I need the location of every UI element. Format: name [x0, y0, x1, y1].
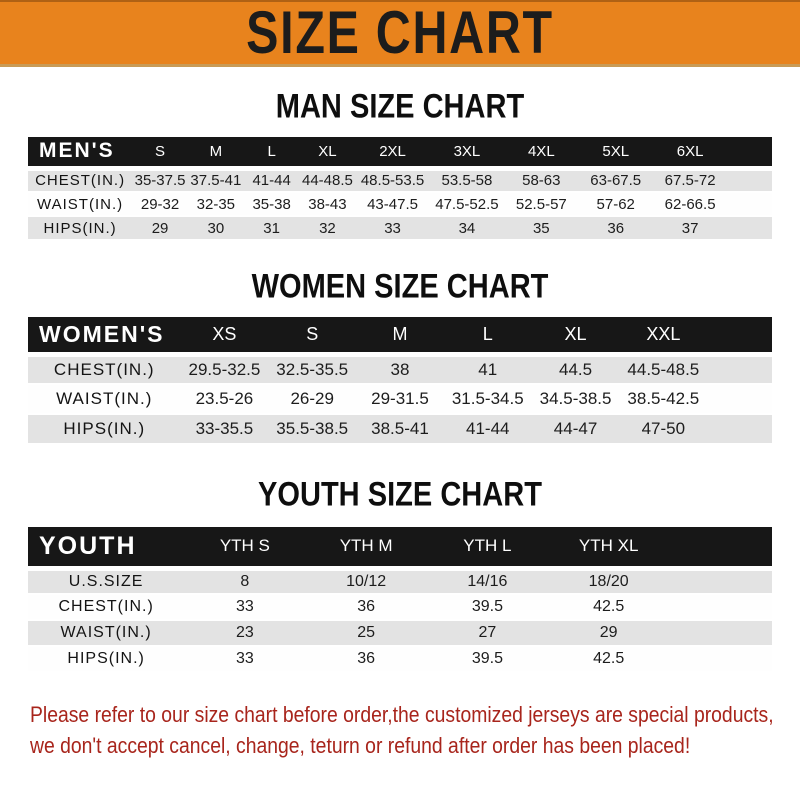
youth-table-title: YOUTH — [28, 527, 184, 568]
size-value: 31.5-34.5 — [444, 384, 532, 414]
size-value: 29 — [548, 620, 669, 646]
men-section — [0, 87, 800, 241]
size-value: 30 — [188, 216, 244, 240]
size-value: 10/12 — [306, 568, 427, 594]
spacer-cell — [727, 168, 772, 192]
men-column-header: 3XL — [430, 137, 504, 168]
size-value: 14/16 — [427, 568, 548, 594]
men-table-title: MEN'S — [28, 137, 132, 168]
size-value: 29.5-32.5 — [181, 354, 269, 384]
size-value: 33 — [355, 216, 429, 240]
women-heading: WOMEN SIZE CHART — [251, 266, 549, 305]
size-value: 39.5 — [427, 646, 548, 672]
size-value: 42.5 — [548, 646, 669, 672]
women-size-table — [28, 317, 772, 445]
row-label: HIPS(IN.) — [28, 216, 132, 240]
spacer-cell — [707, 414, 772, 444]
spacer-cell — [707, 354, 772, 384]
size-value: 32-35 — [188, 192, 244, 216]
size-value: 35 — [504, 216, 578, 240]
size-value: 18/20 — [548, 568, 669, 594]
footer-line-1: Please refer to our size chart before order,the customized jerseys are special products, — [30, 702, 774, 727]
size-value: 35-37.5 — [132, 168, 188, 192]
size-value: 47.5-52.5 — [430, 192, 504, 216]
size-value: 33 — [184, 594, 305, 620]
youth-heading: YOUTH SIZE CHART — [258, 474, 542, 513]
youth-section — [0, 475, 800, 673]
size-value: 36 — [579, 216, 653, 240]
size-value: 48.5-53.5 — [355, 168, 429, 192]
size-value: 34 — [430, 216, 504, 240]
size-value: 29-31.5 — [356, 384, 444, 414]
row-label: CHEST(IN.) — [28, 594, 184, 620]
men-header-row — [28, 137, 772, 168]
footer-line-2: we don't accept cancel, change, teturn or refund after order has been placed! — [30, 733, 691, 758]
size-value: 33 — [184, 646, 305, 672]
size-value: 27 — [427, 620, 548, 646]
men-column-header: 6XL — [653, 137, 727, 168]
men-size-table — [28, 137, 772, 241]
size-value: 53.5-58 — [430, 168, 504, 192]
spacer-cell — [669, 568, 772, 594]
spacer-cell — [727, 216, 772, 240]
row-label: WAIST(IN.) — [28, 384, 181, 414]
men-column-header: XL — [300, 137, 356, 168]
youth-table-row — [28, 568, 772, 594]
banner-title: SIZE CHART — [246, 0, 554, 67]
spacer-cell — [669, 594, 772, 620]
men-table-row — [28, 168, 772, 192]
youth-header-row — [28, 527, 772, 568]
spacer-cell — [669, 646, 772, 672]
row-label: HIPS(IN.) — [28, 646, 184, 672]
row-label: CHEST(IN.) — [28, 168, 132, 192]
size-value: 8 — [184, 568, 305, 594]
size-value: 62-66.5 — [653, 192, 727, 216]
size-value: 63-67.5 — [579, 168, 653, 192]
women-column-header: XS — [181, 317, 269, 354]
size-value: 38.5-41 — [356, 414, 444, 444]
women-column-header: S — [268, 317, 356, 354]
spacer-cell — [707, 384, 772, 414]
size-value: 44-48.5 — [300, 168, 356, 192]
youth-size-table — [28, 527, 772, 673]
size-value: 44-47 — [532, 414, 620, 444]
size-value: 32.5-35.5 — [268, 354, 356, 384]
size-value: 38 — [356, 354, 444, 384]
size-value: 29 — [132, 216, 188, 240]
size-value: 36 — [306, 646, 427, 672]
row-label: U.S.SIZE — [28, 568, 184, 594]
size-value: 38.5-42.5 — [619, 384, 707, 414]
youth-table-row — [28, 594, 772, 620]
size-value: 35-38 — [244, 192, 300, 216]
men-column-header: L — [244, 137, 300, 168]
size-value: 37 — [653, 216, 727, 240]
men-heading: MAN SIZE CHART — [275, 86, 525, 125]
youth-table-row — [28, 620, 772, 646]
youth-column-header: YTH XL — [548, 527, 669, 568]
men-column-header: 4XL — [504, 137, 578, 168]
men-column-header: S — [132, 137, 188, 168]
women-column-header: L — [444, 317, 532, 354]
size-value: 58-63 — [504, 168, 578, 192]
men-table-row — [28, 216, 772, 240]
size-value: 29-32 — [132, 192, 188, 216]
size-value: 41 — [444, 354, 532, 384]
size-value: 31 — [244, 216, 300, 240]
men-table-row — [28, 192, 772, 216]
spacer-cell — [727, 192, 772, 216]
size-value: 25 — [306, 620, 427, 646]
men-column-header: M — [188, 137, 244, 168]
men-column-header: 2XL — [355, 137, 429, 168]
banner — [0, 0, 800, 67]
size-value: 67.5-72 — [653, 168, 727, 192]
youth-table-row — [28, 646, 772, 672]
size-value: 36 — [306, 594, 427, 620]
row-label: WAIST(IN.) — [28, 620, 184, 646]
women-column-header: XXL — [619, 317, 707, 354]
size-value: 42.5 — [548, 594, 669, 620]
size-value: 26-29 — [268, 384, 356, 414]
youth-column-header: YTH S — [184, 527, 305, 568]
size-value: 32 — [300, 216, 356, 240]
size-value: 38-43 — [300, 192, 356, 216]
spacer-cell — [727, 137, 772, 168]
size-value: 34.5-38.5 — [532, 384, 620, 414]
size-value: 35.5-38.5 — [268, 414, 356, 444]
women-table-row — [28, 354, 772, 384]
footer-note — [30, 699, 800, 761]
women-column-header: XL — [532, 317, 620, 354]
size-value: 33-35.5 — [181, 414, 269, 444]
women-table-row — [28, 384, 772, 414]
size-value: 52.5-57 — [504, 192, 578, 216]
size-value: 23.5-26 — [181, 384, 269, 414]
youth-column-header: YTH M — [306, 527, 427, 568]
women-section — [0, 267, 800, 445]
size-value: 43-47.5 — [355, 192, 429, 216]
size-value: 47-50 — [619, 414, 707, 444]
women-header-row — [28, 317, 772, 354]
row-label: CHEST(IN.) — [28, 354, 181, 384]
size-value: 41-44 — [444, 414, 532, 444]
size-value: 57-62 — [579, 192, 653, 216]
spacer-cell — [669, 527, 772, 568]
women-column-header: M — [356, 317, 444, 354]
youth-column-header: YTH L — [427, 527, 548, 568]
women-table-title: WOMEN'S — [28, 317, 181, 354]
row-label: HIPS(IN.) — [28, 414, 181, 444]
size-value: 44.5-48.5 — [619, 354, 707, 384]
spacer-cell — [707, 317, 772, 354]
row-label: WAIST(IN.) — [28, 192, 132, 216]
women-table-row — [28, 414, 772, 444]
men-column-header: 5XL — [579, 137, 653, 168]
size-value: 23 — [184, 620, 305, 646]
size-value: 37.5-41 — [188, 168, 244, 192]
size-value: 39.5 — [427, 594, 548, 620]
size-value: 44.5 — [532, 354, 620, 384]
spacer-cell — [669, 620, 772, 646]
size-value: 41-44 — [244, 168, 300, 192]
